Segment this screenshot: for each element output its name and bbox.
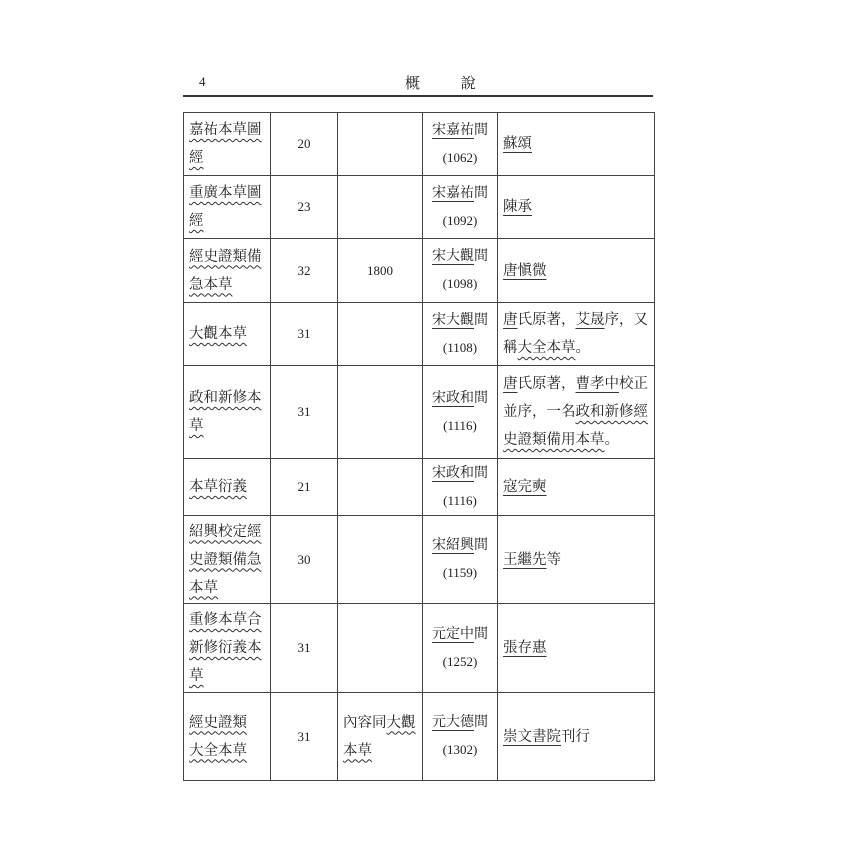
note-text: 大觀本草	[343, 714, 416, 759]
book-title: 大觀本草	[189, 326, 247, 342]
year-text: (1159)	[442, 565, 478, 580]
author-text: 校正並序，一名	[503, 376, 648, 420]
year-text: (1062)	[442, 149, 478, 165]
author-text: 氏原著，	[517, 376, 576, 392]
table-row	[184, 604, 655, 693]
era-text: 間	[474, 248, 488, 264]
era-cell	[423, 459, 498, 516]
author-cell	[498, 459, 655, 516]
note-text: 內容同	[343, 714, 387, 731]
title-cell	[184, 176, 271, 239]
herbal-texts-table	[183, 112, 655, 781]
table-row	[184, 516, 655, 604]
header-rule	[183, 95, 653, 97]
author-cell	[498, 239, 655, 303]
era-text: 宋政和	[432, 389, 474, 406]
era-cell	[423, 516, 498, 604]
note-cell	[338, 239, 423, 303]
author-cell	[498, 113, 655, 176]
author-text: 唐愼微	[503, 262, 547, 279]
era-cell	[423, 604, 498, 693]
note-cell	[338, 303, 423, 366]
author-text: 蘇頌	[503, 136, 532, 152]
era-text: 間	[474, 464, 488, 481]
era-text: 宋大觀	[432, 248, 474, 264]
table-row	[184, 303, 655, 366]
year-text: (1092)	[442, 212, 478, 228]
table-row	[184, 239, 655, 303]
page-number: 4	[199, 74, 206, 89]
author-text: 崇文書院	[503, 728, 561, 745]
volumes-cell: 31	[271, 693, 338, 781]
book-title: 紹興校定經史證類備急本草	[189, 523, 262, 596]
era-text: 元定中	[432, 625, 474, 642]
title-cell	[184, 366, 271, 459]
note-cell	[338, 366, 423, 459]
title-cell	[184, 459, 271, 516]
note-cell	[338, 693, 423, 781]
title-cell	[184, 239, 271, 303]
note-cell	[338, 113, 423, 176]
year-text: (1098)	[442, 276, 478, 291]
title-cell	[184, 516, 271, 604]
volumes-cell: 21	[271, 459, 338, 516]
year-text: (1116)	[443, 492, 477, 508]
era-text: 間	[474, 714, 488, 730]
author-text: 唐	[503, 312, 518, 328]
title-cell	[184, 113, 271, 176]
book-title: 本草衍義	[189, 479, 247, 495]
era-text: 宋嘉祐	[432, 121, 474, 138]
volumes-cell: 20	[271, 113, 338, 176]
era-cell	[423, 303, 498, 366]
era-cell	[423, 693, 498, 781]
title-cell	[184, 693, 271, 781]
era-text: 宋嘉祐	[432, 184, 474, 201]
author-text: 序，又稱	[503, 312, 648, 356]
era-text: 間	[474, 389, 488, 406]
book-title: 經史證類備急本草	[189, 248, 262, 293]
book-title: 重修本草合新修衍義本草	[189, 612, 262, 684]
volumes-cell: 31	[271, 604, 338, 693]
era-text: 間	[474, 121, 488, 138]
book-title: 經史證類	[189, 714, 247, 731]
note-cell	[338, 604, 423, 693]
note-cell	[338, 516, 423, 604]
era-cell	[423, 366, 498, 459]
book-title: 大全本草	[189, 742, 247, 759]
volumes-cell: 30	[271, 516, 338, 604]
table-row	[184, 366, 655, 459]
era-text: 間	[474, 625, 488, 642]
era-text: 宋紹興	[432, 537, 474, 553]
year-text: (1116)	[443, 417, 477, 433]
year-text: (1108)	[442, 339, 478, 355]
author-cell	[498, 176, 655, 239]
author-text: 政和新修經史證類備用本草	[503, 404, 648, 448]
year-text: (1302)	[442, 742, 478, 757]
table-row	[184, 113, 655, 176]
author-text: 唐	[503, 376, 518, 392]
author-text: 王繼先	[503, 551, 547, 568]
year-text: (1252)	[442, 653, 478, 669]
table-row	[184, 176, 655, 239]
author-text: 等	[546, 551, 561, 568]
book-title: 政和新修本草	[189, 390, 262, 434]
era-text: 元大德	[432, 714, 474, 730]
era-cell	[423, 113, 498, 176]
era-text: 間	[474, 537, 488, 553]
era-cell	[423, 176, 498, 239]
volumes-cell: 32	[271, 239, 338, 303]
author-text: 。	[575, 340, 590, 356]
volumes-cell: 31	[271, 366, 338, 459]
title-cell	[184, 604, 271, 693]
author-cell	[498, 303, 655, 366]
author-text: 。	[604, 432, 619, 448]
author-cell	[498, 366, 655, 459]
author-text: 寇完奭	[503, 479, 547, 495]
volumes-cell: 23	[271, 176, 338, 239]
author-text: 曹孝中	[575, 376, 619, 392]
title-cell	[184, 303, 271, 366]
era-text: 宋大觀	[432, 311, 474, 328]
era-text: 間	[474, 311, 488, 328]
author-text: 大全本草	[517, 340, 576, 356]
author-text: 刊行	[561, 728, 590, 745]
author-text: 艾晟	[575, 312, 605, 328]
era-text: 間	[474, 184, 488, 201]
author-text: 陳承	[503, 199, 532, 215]
author-cell	[498, 516, 655, 604]
author-cell	[498, 693, 655, 781]
note-cell	[338, 176, 423, 239]
book-title: 嘉祐本草圖經	[189, 122, 262, 166]
table-row	[184, 693, 655, 781]
book-title: 重廣本草圖經	[189, 185, 262, 229]
note-cell	[338, 459, 423, 516]
volumes-cell: 31	[271, 303, 338, 366]
note-text: 1800	[367, 262, 393, 278]
table-row	[184, 459, 655, 516]
author-text: 氏原著，	[517, 312, 576, 328]
era-cell	[423, 239, 498, 303]
era-text: 宋政和	[432, 464, 474, 481]
author-text: 張存惠	[503, 640, 547, 656]
author-cell	[498, 604, 655, 693]
running-title: 概 說	[405, 74, 494, 92]
